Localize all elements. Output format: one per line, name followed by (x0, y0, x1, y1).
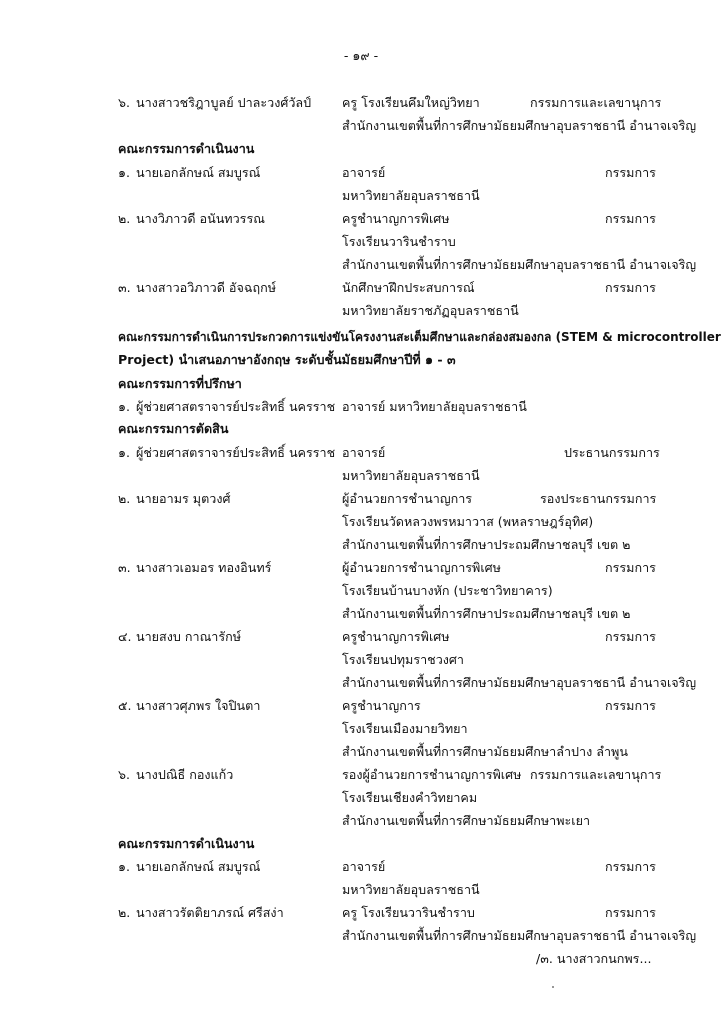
position-text: อาจารย์ (342, 859, 386, 874)
role-text: กรรมการ (605, 280, 656, 295)
item-number: ๔. (118, 629, 132, 644)
office-text: โรงเรียนวารินชำราบ (342, 234, 456, 249)
office-text: มหาวิทยาลัยอุบลราชธานี (342, 882, 480, 897)
office-text: สำนักงานเขตพื้นที่การศึกษามัธยมศึกษาอุบลราชธานี อำนาจเจริญ (342, 257, 697, 272)
position-text: ครูชำนาญการพิเศษ (342, 211, 450, 226)
office-text: มหาวิทยาลัยอุบลราชธานี (342, 468, 480, 483)
item-number: ๖. (118, 767, 130, 782)
item-number: ๖. (118, 95, 130, 110)
office-text: โรงเรียนวัดหลวงพรหมาวาส (พหลราษฎร์อุทิศ) (342, 514, 594, 529)
role-text: กรรมการ (605, 859, 656, 874)
position-text: ครู โรงเรียนวารินชำราบ (342, 905, 475, 920)
item-number: ๑. (118, 445, 130, 460)
role-text: กรรมการ (605, 698, 656, 713)
role-text: กรรมการ (605, 905, 656, 920)
section-heading: คณะกรรมการดำเนินงาน (118, 836, 255, 851)
office-text: โรงเรียนเมืองมายวิทยา (342, 721, 468, 736)
person-name: ผู้ช่วยศาสตราจารย์ประสิทธิ์ นครราช (136, 399, 336, 414)
position-text: นักศึกษาฝึกประสบการณ์ (342, 280, 475, 295)
office-text: มหาวิทยาลัยราชภัฏอุบลราชธานี (342, 303, 519, 318)
person-name: นางปณิธี กองแก้ว (136, 767, 234, 782)
section-heading: คณะกรรมการดำเนินงาน (118, 141, 255, 156)
item-number: ๓. (118, 560, 131, 575)
position-text: ผู้อำนวยการชำนาญการ (342, 491, 473, 506)
office-text: โรงเรียนบ้านบางหัก (ประชาวิทยาคาร) (342, 583, 553, 598)
item-number: ๒. (118, 905, 131, 920)
continuation-note: /๓. นางสาวกนกพร... (536, 951, 652, 966)
position-text: รองผู้อำนวยการชำนาญการพิเศษ (342, 767, 522, 782)
person-name: นายเอกลักษณ์ สมบูรณ์ (136, 165, 261, 180)
section-heading: คณะกรรมการที่ปรึกษา (118, 376, 242, 391)
person-name: นางสาวอวิภาวดี อัจฉฤกษ์ (136, 280, 276, 295)
position-text: อาจารย์ (342, 445, 386, 460)
item-number: ๑. (118, 165, 130, 180)
position-text: ผู้อำนวยการชำนาญการพิเศษ (342, 560, 501, 575)
role-text: รองประธานกรรมการ (540, 491, 657, 506)
scan-mark (552, 986, 554, 988)
person-name: นางสาวศุภพร ใจปินตา (136, 698, 261, 713)
role-text: กรรมการ (605, 629, 656, 644)
person-name: นายเอกลักษณ์ สมบูรณ์ (136, 859, 261, 874)
office-text: สำนักงานเขตพื้นที่การศึกษาประถมศึกษาชลบุรี เขต ๒ (342, 606, 631, 621)
person-name: นางสาวชริฎาบูลย์ ปาละวงศ์วัลป์ (136, 95, 312, 110)
person-name: ผู้ช่วยศาสตราจารย์ประสิทธิ์ นครราช (136, 445, 336, 460)
office-text: สำนักงานเขตพื้นที่การศึกษามัธยมศึกษาอุบลราชธานี อำนาจเจริญ (342, 675, 697, 690)
office-text: สำนักงานเขตพื้นที่การศึกษามัธยมศึกษาอุบลราชธานี อำนาจเจริญ (342, 118, 697, 133)
role-text: ประธานกรรมการ (564, 445, 660, 460)
office-text: โรงเรียนปทุมราชวงศา (342, 652, 465, 667)
item-number: ๒. (118, 491, 131, 506)
person-name: นายสงบ กาณารักษ์ (136, 629, 242, 644)
section-heading: คณะกรรมการดำเนินการประกวดการแข่งขันโครงงานสะเต็มศึกษาและกล่องสมองกล (STEM & microcontroller (118, 330, 721, 344)
office-text: สำนักงานเขตพื้นที่การศึกษามัธยมศึกษาลำปาง ลำพูน (342, 744, 628, 759)
office-text: สำนักงานเขตพื้นที่การศึกษามัธยมศึกษาพะเยา (342, 813, 591, 828)
item-number: ๓. (118, 280, 131, 295)
page-number: - ๑๙ - (343, 48, 379, 63)
item-number: ๑. (118, 859, 130, 874)
role-text: กรรมการ (605, 560, 656, 575)
item-number: ๒. (118, 211, 131, 226)
position-text: อาจารย์ มหาวิทยาลัยอุบลราชธานี (342, 399, 527, 414)
item-number: ๑. (118, 399, 130, 414)
office-text: สำนักงานเขตพื้นที่การศึกษาประถมศึกษาชลบุรี เขต ๒ (342, 537, 631, 552)
office-text: มหาวิทยาลัยอุบลราชธานี (342, 188, 480, 203)
person-name: นายอามร มุตวงศ์ (136, 491, 231, 506)
role-text: กรรมการและเลขานุการ (530, 767, 662, 782)
item-number: ๕. (118, 698, 132, 713)
section-heading: Project) นำเสนอภาษาอังกฤษ ระดับชั้นมัธยมศึกษาปีที่ ๑ - ๓ (118, 352, 456, 367)
role-text: กรรมการและเลขานุการ (530, 95, 662, 110)
person-name: นางสาวเอมอร ทองอินทร์ (136, 560, 272, 575)
person-name: นางสาวรัตติยาภรณ์ ศรีสง่า (136, 905, 284, 920)
role-text: กรรมการ (605, 165, 656, 180)
office-text: สำนักงานเขตพื้นที่การศึกษามัธยมศึกษาอุบลราชธานี อำนาจเจริญ (342, 928, 697, 943)
position-text: ครูชำนาญการ (342, 698, 421, 713)
office-text: โรงเรียนเชียงคำวิทยาคม (342, 790, 478, 805)
section-heading: คณะกรรมการตัดสิน (118, 421, 229, 436)
position-text: ครู โรงเรียนคึมใหญ่วิทยา (342, 95, 480, 110)
position-text: ครูชำนาญการพิเศษ (342, 629, 450, 644)
person-name: นางวิภาวดี อนันทวรรณ (136, 211, 265, 226)
position-text: อาจารย์ (342, 165, 386, 180)
role-text: กรรมการ (605, 211, 656, 226)
